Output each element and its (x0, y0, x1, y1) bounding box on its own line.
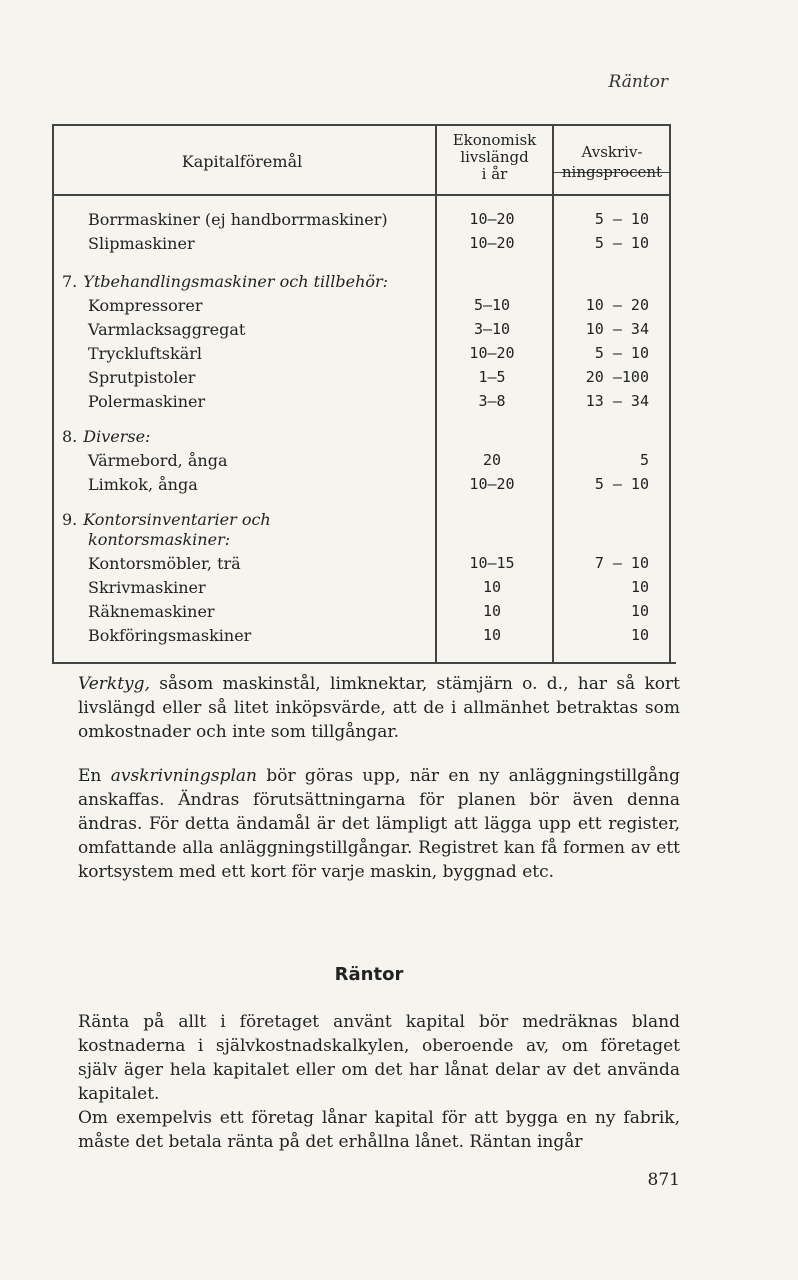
row-depreciation: 10 — 34 (585, 320, 649, 338)
row-item: Borrmaskiner (ej handborrmaskiner) (88, 210, 388, 229)
row-item: Slipmaskiner (88, 234, 195, 253)
row-depreciation: 5 — 10 (594, 475, 649, 493)
row-life: 10—20 (469, 234, 515, 252)
paragraph-plan-start: En (78, 766, 111, 786)
header-depr-line: Avskriv- (581, 143, 643, 161)
header-depreciation (554, 142, 670, 182)
row-item: Limkok, ånga (88, 475, 198, 494)
row-item: Varmlacksaggregat (88, 320, 246, 339)
section-title-rantor: Räntor (334, 964, 404, 985)
paragraph-interest: Ränta på allt i företaget använt kapital bör medräknas bland kostnaderna i självkostnadskalkylen, oberoende av, om företaget själv äger hela kapitalet eller om det har lånat delar av det använda kapitalet. (78, 1012, 680, 1104)
table-row (52, 451, 672, 475)
paragraph-tools-body: såsom maskinstål, limknektar, stämjärn o. d., har så kort livslängd eller så litet inköpsvärde, att de i allmänhet betraktas som omkostnader och inte som tillgångar. (78, 674, 680, 742)
running-head: Räntor (608, 72, 668, 92)
row-life: 3—8 (478, 392, 506, 410)
row-life: 10—15 (469, 554, 515, 572)
table-row (52, 475, 672, 499)
row-depreciation: 5 — 10 (594, 210, 649, 228)
row-depreciation: 10 — 20 (585, 296, 649, 314)
table-row (52, 554, 672, 578)
row-item: Bokföringsmaskiner (88, 626, 252, 645)
row-item: Kompressorer (88, 296, 203, 315)
row-item: Räknemaskiner (88, 602, 215, 621)
row-life: 10 (482, 602, 502, 620)
row-item: Skrivmaskiner (88, 578, 206, 597)
row-life: 10 (482, 626, 502, 644)
row-life: 1—5 (478, 368, 506, 386)
header-life-line: Ekonomisk (452, 131, 537, 149)
table-section-row (52, 530, 672, 554)
row-life: 20 (482, 451, 502, 469)
row-life: 10—20 (469, 475, 515, 493)
row-item: Polermaskiner (88, 392, 206, 411)
section-title: Ytbehandlingsmaskiner och tillbehör: (83, 272, 389, 291)
row-item: Värmebord, ånga (88, 451, 228, 470)
section-title: Diverse: (83, 427, 151, 446)
row-life: 10—20 (469, 344, 515, 362)
header-life-line: livslängd (460, 148, 529, 166)
row-depreciation: 20 —100 (585, 368, 649, 386)
row-depreciation: 5 (639, 451, 649, 469)
table-row (52, 320, 672, 344)
row-item: Tryckluftskärl (88, 344, 202, 363)
table-row (52, 626, 672, 650)
row-depreciation: 10 (630, 602, 649, 620)
row-depreciation: 10 (630, 626, 649, 644)
paragraph-tools (78, 672, 680, 744)
section-title: Kontorsinventarier och (83, 510, 271, 529)
row-depreciation: 5 — 10 (594, 234, 649, 252)
table-section-row (52, 272, 672, 296)
paragraph-depreciation-plan (78, 764, 680, 884)
page-number: 871 (647, 1170, 680, 1190)
row-life: 3—10 (473, 320, 511, 338)
section-heading (62, 510, 271, 529)
row-item: Kontorsmöbler, trä (88, 554, 241, 573)
table-row (52, 210, 672, 234)
section-heading (62, 272, 388, 291)
header-life-line: i år (481, 165, 508, 183)
table-row (52, 296, 672, 320)
depreciation-table (52, 124, 672, 664)
section-number: 7. (62, 272, 78, 291)
row-item: Sprutpistoler (88, 368, 196, 387)
row-depreciation: 7 — 10 (594, 554, 649, 572)
section-title-continued: kontorsmaskiner: (88, 530, 231, 549)
paragraph-plan-body: bör göras upp, när en ny anläggningstillgång anskaffas. Ändras förutsättningarna för planen bör även denna ändras. För detta ändamål är det lämpligt att lägga upp ett register, omfattande alla anläggningstillgångar. Registret kan få formen av ett kortsystem med ett kort för varje maskin, byggnad etc. (78, 766, 681, 882)
table-bottom-rule (52, 662, 676, 664)
header-item: Kapitalföremål (181, 152, 303, 171)
table-row (52, 368, 672, 392)
header-life (437, 132, 552, 183)
row-depreciation: 13 — 34 (585, 392, 649, 410)
table-header-rule (52, 194, 670, 196)
paragraph-example: Om exempelvis ett företag lånar kapital för att bygga en ny fabrik, måste det betala ränta på det erhållna lånet. Räntan ingår (78, 1108, 680, 1152)
paragraph-tools-lead: Verktyg, (78, 674, 150, 694)
section-number: 9. (62, 510, 78, 529)
row-life: 5—10 (473, 296, 511, 314)
table-row (52, 392, 672, 416)
section-heading (62, 427, 150, 446)
section-number: 8. (62, 427, 78, 446)
table-top-rule (52, 124, 670, 126)
row-life: 10 (482, 578, 502, 596)
table-row (52, 344, 672, 368)
table-row (52, 578, 672, 602)
row-depreciation: 5 — 10 (594, 344, 649, 362)
row-life: 10—20 (469, 210, 515, 228)
table-row (52, 602, 672, 626)
paragraph-plan-term: avskrivningsplan (110, 766, 257, 786)
row-depreciation: 10 (630, 578, 649, 596)
table-row (52, 234, 672, 258)
header-depr-line: ningsprocent (561, 163, 663, 181)
table-section-row (52, 427, 672, 451)
